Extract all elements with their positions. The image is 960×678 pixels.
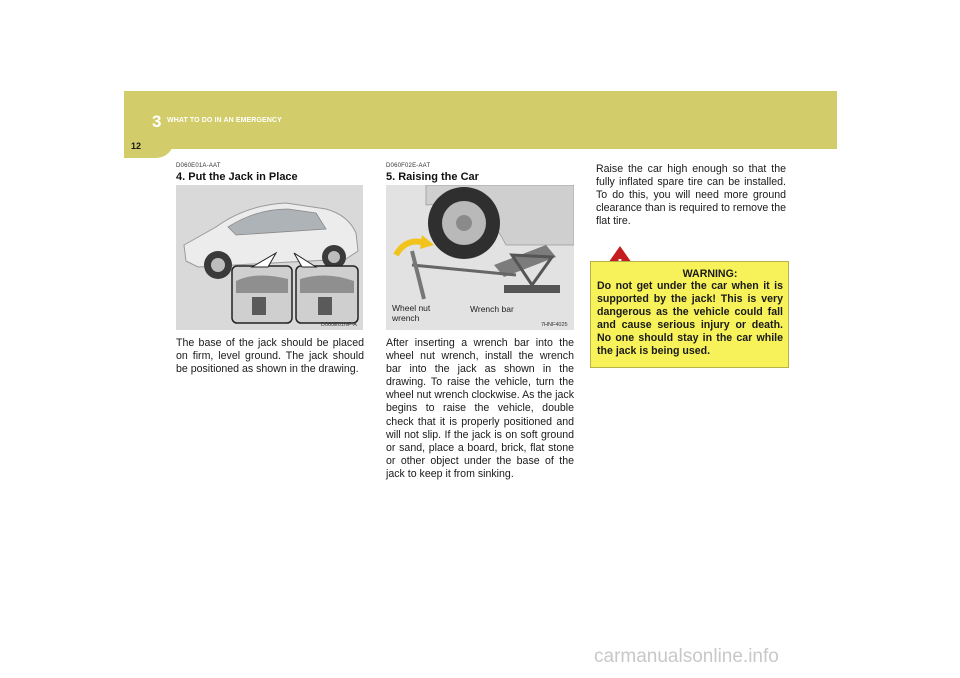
warning-title: WARNING:	[682, 268, 738, 280]
image-code-raise: 7HNF4025	[541, 322, 568, 328]
section-code-raise: D060F02E-AAT	[386, 163, 431, 169]
warning-text: Do not get under the car when it is supported by the jack! This is very dangerous as the vehicle could fall and cause serious injury or death. No one should stay in the car while the jack is being used.	[597, 280, 783, 358]
image-code-jack: D060E01NF-A	[321, 322, 357, 328]
chapter-title: WHAT TO DO IN AN EMERGENCY	[167, 117, 282, 124]
car-jack-points-image	[176, 185, 363, 330]
heading-raising-car: 5. Raising the Car	[386, 171, 479, 183]
car-illustration	[176, 185, 363, 330]
page-number: 12	[131, 141, 142, 151]
section-code-jack: D060E01A-AAT	[176, 163, 221, 169]
heading-put-jack: 4. Put the Jack in Place	[176, 171, 298, 183]
label-wheel-nut-wrench: Wheel nut wrench	[392, 303, 431, 323]
body-text-raise: After inserting a wrench bar into the wheel nut wrench, install the wrench bar into the jack as shown in the drawing. To raise the vehicle, turn the wheel nut wrench clockwise. As the jack begins to raise the vehicle, double check that it is properly positioned and will not slip. If the jack is on soft ground or sand, place a board, brick, flat stone or other object under the base of the jack to keep it from sinking.	[386, 337, 574, 480]
body-text-jack: The base of the jack should be placed on firm, level ground. The jack should be positioned as shown in the drawing.	[176, 337, 364, 376]
body-text-clearance: Raise the car high enough so that the fully inflated spare tire can be installed. To do this, you will need more ground clearance than is required to remove the flat tire.	[596, 163, 786, 228]
warning-box	[590, 261, 789, 368]
label-wrench-bar: Wrench bar	[470, 304, 514, 314]
watermark: carmanualsonline.info	[594, 646, 779, 667]
chapter-number: 3	[152, 112, 162, 131]
